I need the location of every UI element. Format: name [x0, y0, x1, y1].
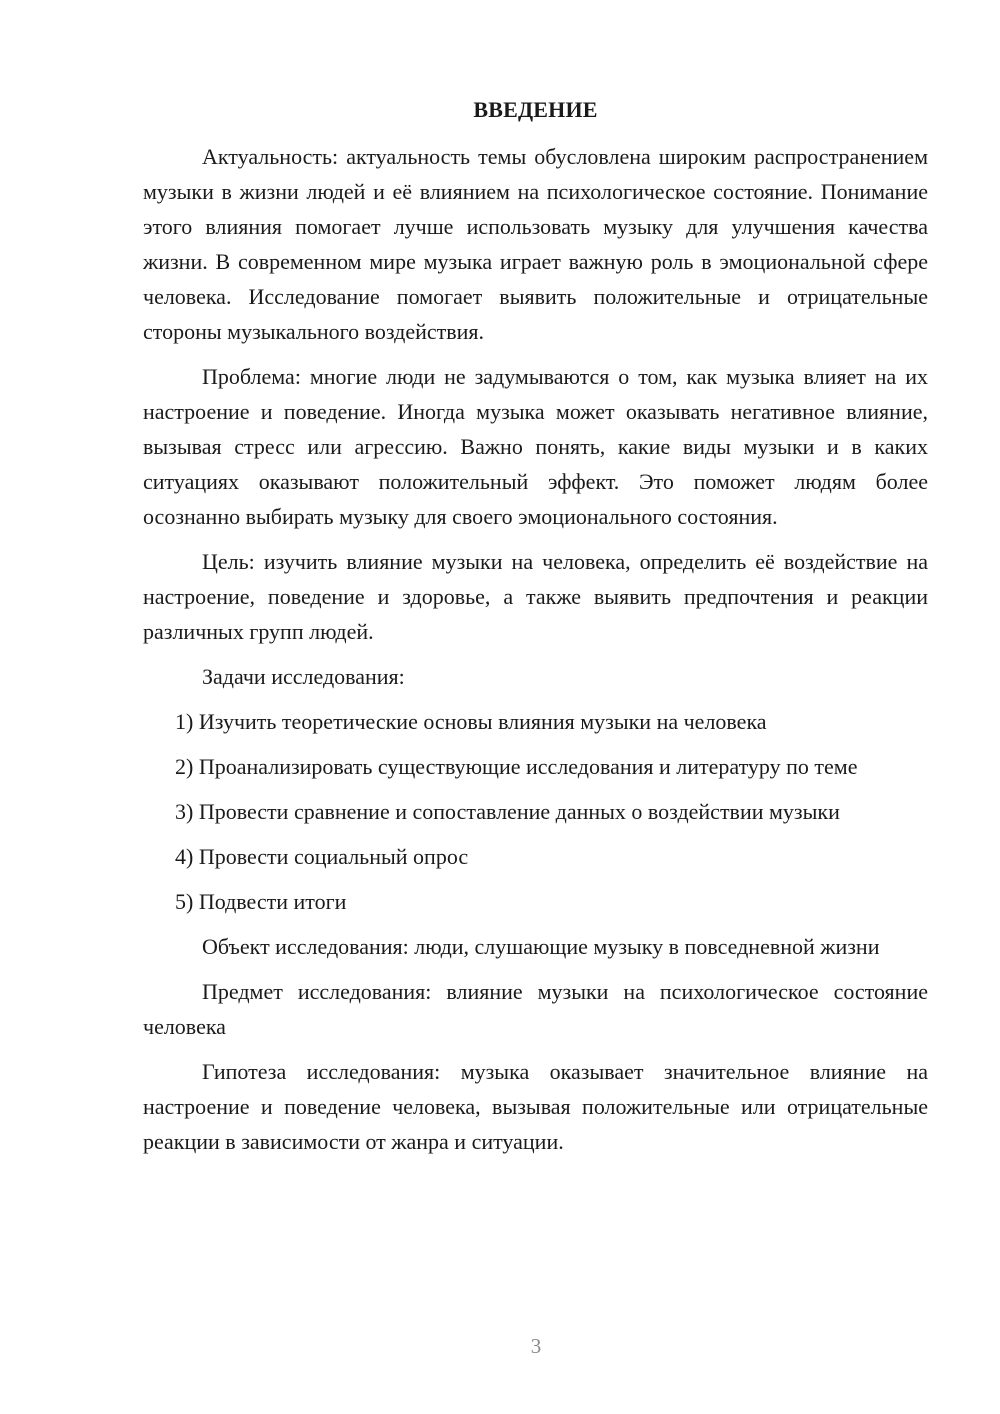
document-page	[143, 92, 928, 1169]
tasks-heading: Задачи исследования:	[202, 664, 405, 689]
paragraph-relevance: Актуальность: актуальность темы обусловлена широким распространением музыки в жизни людей и её влиянием на психологическое состояние. Понимание этого влияния помогает лучше использовать музыку для улучшения качества жизни. В современном мире музыка играет важную роль в эмоциональной сфере человека. Исследование помогает выявить положительные и отрицательные стороны музыкального воздействия.	[143, 144, 928, 344]
page-number: 3	[530, 1334, 542, 1358]
page-title: ВВЕДЕНИЕ	[473, 97, 598, 122]
paragraph-problem: Проблема: многие люди не задумываются о том, как музыка влияет на их настроение и поведение. Иногда музыка может оказывать негативное влияние, вызывая стресс или агрессию. Важно понять, какие виды музыки и в каких ситуациях оказывают положительный эффект. Это поможет людям более осознанно выбирать музыку для своего эмоционального состояния.	[143, 364, 928, 529]
task-item: 3) Провести сравнение и сопоставление данных о воздействии музыки	[175, 799, 840, 824]
paragraph-goal: Цель: изучить влияние музыки на человека, определить её воздействие на настроение, поведение и здоровье, а также выявить предпочтения и реакции различных групп людей.	[143, 549, 928, 644]
task-item: 5) Подвести итоги	[175, 889, 347, 914]
paragraph-hypothesis: Гипотеза исследования: музыка оказывает значительное влияние на настроение и поведение человека, вызывая положительные или отрицательные реакции в зависимости от жанра и ситуации.	[143, 1059, 928, 1154]
task-item: 2) Проанализировать существующие исследования и литературу по теме	[175, 754, 858, 779]
task-item: 1) Изучить теоретические основы влияния музыки на человека	[175, 709, 767, 734]
paragraph-subject: Предмет исследования: влияние музыки на психологическое состояние человека	[143, 979, 928, 1039]
paragraph-object: Объект исследования: люди, слушающие музыку в повседневной жизни	[202, 934, 880, 959]
task-item: 4) Провести социальный опрос	[175, 844, 469, 869]
